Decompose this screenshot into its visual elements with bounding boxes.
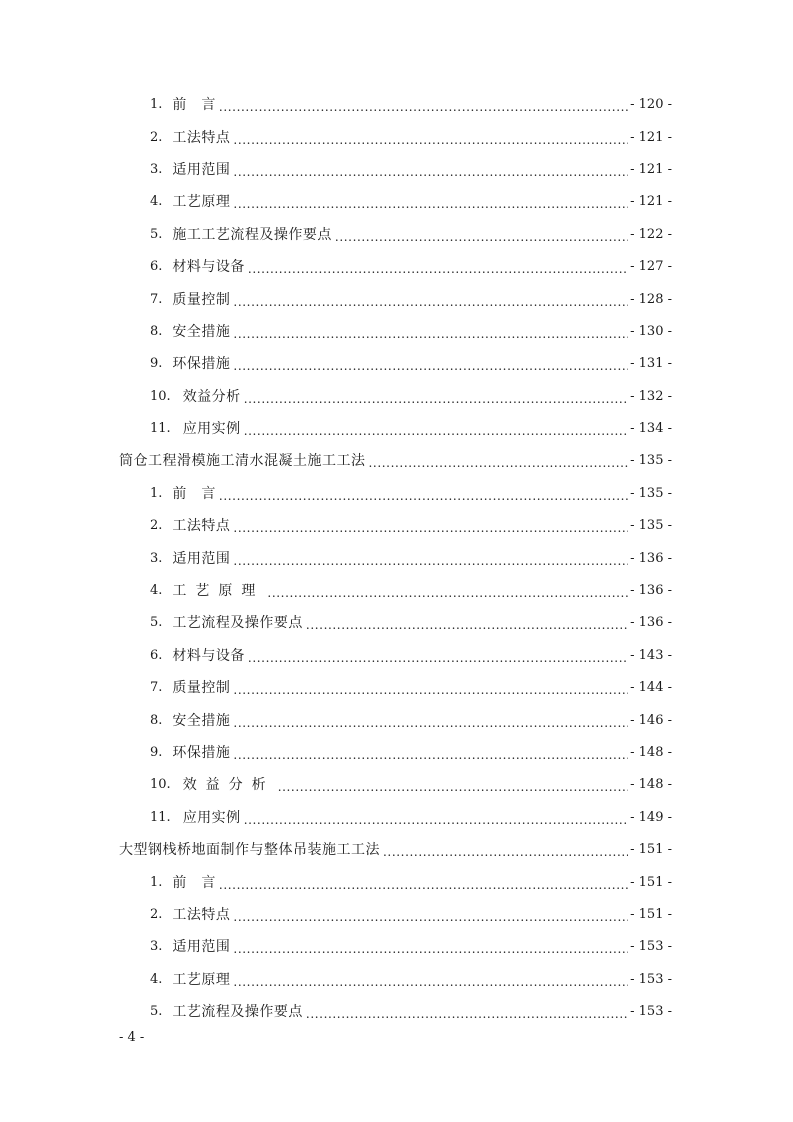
toc-section-entry[interactable]	[0, 834, 793, 866]
toc-dot-leader	[233, 746, 628, 764]
toc-entry-number: 3.	[150, 550, 163, 566]
toc-entry-page: - 130 -	[630, 323, 672, 339]
toc-entry[interactable]	[0, 737, 793, 769]
toc-dot-leader	[233, 325, 628, 343]
toc-entry-title: 工法特点	[172, 129, 231, 146]
toc-entry[interactable]	[0, 704, 793, 736]
toc-entry-number: 6.	[150, 647, 163, 663]
toc-entry-number: 10.	[150, 388, 171, 404]
toc-entry-number: 4.	[150, 971, 163, 987]
toc-entry-page: - 132 -	[630, 388, 672, 404]
toc-dot-leader	[244, 422, 628, 440]
toc-entry-number: 9.	[150, 356, 163, 372]
toc-entry-title: 工法特点	[172, 906, 231, 923]
toc-entry-page: - 121 -	[630, 161, 672, 177]
toc-entry-number: 11.	[150, 421, 171, 437]
toc-entry-number: 7.	[150, 680, 163, 696]
toc-dot-leader	[248, 649, 628, 667]
toc-entry-number: 2.	[150, 906, 163, 922]
toc-entry-title: 安全措施	[172, 712, 231, 729]
toc-entry[interactable]	[0, 931, 793, 963]
toc-entry[interactable]	[0, 478, 793, 510]
toc-entry-title: 应用实例	[182, 809, 241, 826]
toc-entry-title: 应用实例	[182, 421, 241, 438]
toc-dot-leader	[219, 98, 628, 116]
toc-entry-title: 效益分析	[182, 388, 241, 405]
toc-entry-page: - 153 -	[630, 971, 672, 987]
toc-entry-page: - 148 -	[630, 745, 672, 760]
toc-dot-leader	[233, 357, 628, 375]
toc-dot-leader	[233, 908, 628, 926]
toc-entry-title: 质量控制	[172, 291, 231, 308]
toc-entry-number: 8.	[150, 323, 163, 339]
toc-dot-leader	[219, 876, 628, 894]
toc-dot-leader	[233, 131, 628, 149]
toc-entry-number: 8.	[150, 712, 163, 728]
toc-entry-number: 1.	[150, 874, 163, 890]
toc-entry-number: 3.	[150, 161, 163, 177]
toc-entry-page: - 146 -	[630, 712, 672, 728]
toc-entry-number: 9.	[150, 745, 163, 760]
toc-entry-page: - 135 -	[630, 518, 672, 534]
toc-entry-title: 质量控制	[172, 680, 231, 697]
toc-entry[interactable]	[0, 154, 793, 186]
toc-entry[interactable]	[0, 121, 793, 153]
toc-entry-title: 施工工艺流程及操作要点	[172, 226, 332, 243]
toc-entry-page: - 136 -	[630, 550, 672, 566]
toc-entry-page: - 144 -	[630, 680, 672, 696]
toc-entry[interactable]	[0, 866, 793, 898]
toc-entry-title: 环保措施	[172, 745, 231, 761]
toc-entry-page: - 134 -	[630, 421, 672, 437]
toc-entry-page: - 135 -	[630, 453, 672, 469]
toc-entry-title: 前 言	[172, 485, 216, 502]
toc-entry-title: 工艺流程及操作要点	[172, 1004, 303, 1021]
toc-dot-leader	[244, 390, 628, 408]
toc-entry-title: 工法特点	[172, 518, 231, 535]
toc-dot-leader	[233, 681, 628, 699]
toc-entry-title: 适用范围	[172, 161, 231, 178]
toc-section-entry[interactable]	[0, 445, 793, 477]
toc-entry-page: - 121 -	[630, 129, 672, 145]
toc-entry-page: - 136 -	[630, 583, 672, 599]
toc-entry[interactable]	[0, 899, 793, 931]
toc-entry-number: 7.	[150, 291, 163, 307]
toc-entry[interactable]	[0, 802, 793, 834]
toc-entry-title: 效益分析	[182, 777, 275, 794]
toc-entry[interactable]	[0, 251, 793, 283]
toc-entry-title: 适用范围	[172, 550, 231, 567]
toc-dot-leader	[369, 454, 629, 472]
toc-entry-number: 3.	[150, 939, 163, 955]
toc-entry-title: 工艺原理	[172, 971, 231, 988]
toc-entry-title: 前 言	[172, 97, 216, 114]
toc-entry-page: - 151 -	[630, 842, 672, 858]
toc-entry-title: 材料与设备	[172, 647, 245, 664]
toc-entry[interactable]	[0, 575, 793, 607]
toc-entry-number: 10.	[150, 777, 171, 793]
toc-entry-page: - 151 -	[630, 874, 672, 890]
toc-entry[interactable]	[0, 186, 793, 218]
toc-dot-leader	[306, 1005, 628, 1023]
toc-entry-title: 适用范围	[172, 939, 231, 956]
toc-entry-page: - 120 -	[630, 97, 672, 113]
toc-dot-leader	[244, 811, 628, 829]
toc-entry-page: - 151 -	[630, 906, 672, 922]
toc-entry-page: - 148 -	[630, 777, 672, 793]
toc-dot-leader	[233, 714, 628, 732]
toc-entry-page: - 127 -	[630, 259, 672, 275]
toc-entry-title: 筒仓工程滑模施工清水混凝土施工工法	[119, 453, 366, 470]
toc-entry-title: 环保措施	[172, 356, 231, 373]
toc-entry-page: - 149 -	[630, 809, 672, 825]
toc-entry-number: 5.	[150, 615, 163, 631]
toc-dot-leader	[383, 843, 628, 861]
toc-entry[interactable]	[0, 283, 793, 315]
toc-dot-leader	[233, 940, 628, 958]
toc-entry[interactable]	[0, 348, 793, 380]
toc-entry-page: - 128 -	[630, 291, 672, 307]
toc-dot-leader	[219, 487, 628, 505]
toc-entry[interactable]	[0, 542, 793, 574]
toc-entry-page: - 135 -	[630, 485, 672, 501]
toc-entry-number: 1.	[150, 485, 163, 501]
toc-dot-leader	[233, 973, 628, 991]
toc-entry[interactable]	[0, 996, 793, 1028]
toc-entry[interactable]	[0, 607, 793, 639]
toc-entry[interactable]	[0, 316, 793, 348]
toc-entry-page: - 153 -	[630, 1004, 672, 1020]
toc-entry-number: 5.	[150, 226, 163, 242]
toc-entry-page: - 136 -	[630, 615, 672, 631]
toc-entry[interactable]	[0, 769, 793, 801]
toc-entry-number: 4.	[150, 194, 163, 210]
toc-entry[interactable]	[0, 640, 793, 672]
toc-dot-leader	[233, 552, 628, 570]
toc-entry-title: 工艺原理	[172, 194, 231, 211]
toc-dot-leader	[248, 260, 628, 278]
toc-entry-title: 工艺流程及操作要点	[172, 615, 303, 632]
toc-entry[interactable]	[0, 672, 793, 704]
toc-entry-title: 安全措施	[172, 323, 231, 340]
toc-entry-page: - 121 -	[630, 194, 672, 210]
toc-dot-leader	[233, 163, 628, 181]
toc-entry-number: 2.	[150, 129, 163, 145]
toc-dot-leader	[306, 616, 628, 634]
toc-entry-title: 工艺原理	[172, 583, 265, 600]
toc-dot-leader	[278, 778, 628, 796]
toc-entry[interactable]	[0, 510, 793, 542]
toc-entry[interactable]	[0, 219, 793, 251]
toc-entry[interactable]	[0, 381, 793, 413]
toc-entry-page: - 153 -	[630, 939, 672, 955]
toc-entry-page: - 143 -	[630, 647, 672, 663]
toc-entry-title: 材料与设备	[172, 259, 245, 276]
toc-dot-leader	[335, 228, 628, 246]
toc-entry[interactable]	[0, 413, 793, 445]
toc-entry[interactable]	[0, 964, 793, 996]
toc-entry-page: - 131 -	[630, 356, 672, 372]
toc-dot-leader	[267, 584, 628, 602]
toc-entry-title: 前 言	[172, 874, 216, 891]
toc-entry-number: 11.	[150, 809, 171, 825]
toc-entry-title: 大型钢栈桥地面制作与整体吊装施工工法	[119, 842, 380, 859]
toc-entry[interactable]	[0, 89, 793, 121]
toc-entry-number: 2.	[150, 518, 163, 534]
toc-entry-page: - 122 -	[630, 226, 672, 242]
page-number: - 4 -	[119, 1030, 145, 1045]
toc-dot-leader	[233, 195, 628, 213]
toc-entry-number: 6.	[150, 259, 163, 275]
toc-dot-leader	[233, 519, 628, 537]
toc-entry-number: 4.	[150, 583, 163, 599]
toc-entry-number: 1.	[150, 97, 163, 113]
toc-entry-number: 5.	[150, 1004, 163, 1020]
table-of-contents	[0, 89, 793, 1028]
toc-dot-leader	[233, 293, 628, 311]
